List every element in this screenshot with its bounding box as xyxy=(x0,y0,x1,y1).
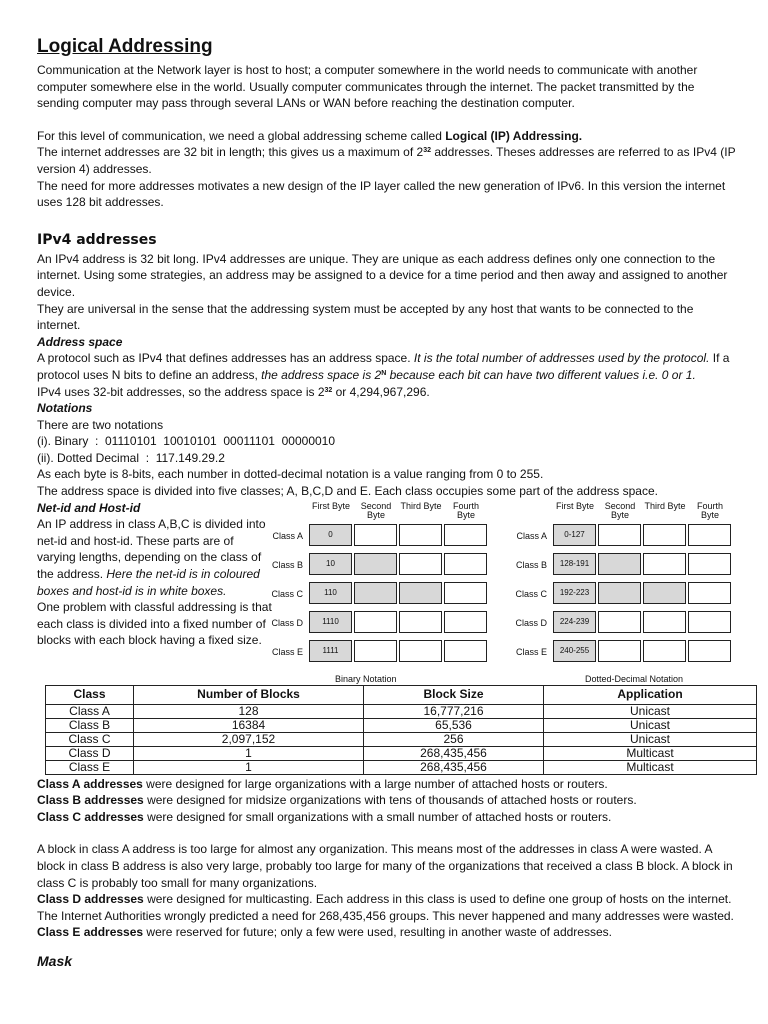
byte-header: Second Byte xyxy=(604,500,636,520)
byte-box xyxy=(688,611,731,633)
byte-box xyxy=(444,524,487,546)
page-title: Logical Addressing xyxy=(37,36,213,57)
netid-problem: One problem with classful addressing is that each class is divided into a fixed number of blocks with each block having a fixed size. xyxy=(37,600,272,648)
class-label: Class B xyxy=(515,559,547,570)
byte-box xyxy=(399,553,442,575)
class-a-description: Class A addresses were designed for large organizations with a large number of attached hosts or routers. xyxy=(37,776,608,791)
byte-header: First Byte xyxy=(311,500,350,511)
byte-box xyxy=(643,553,686,575)
notations-line-4: As each byte is 8-bits, each number in dotted-decimal notation is a value ranging from 0 to 255. xyxy=(37,467,544,482)
byte-box xyxy=(598,640,641,662)
table-cell: Multicast xyxy=(544,746,757,760)
table-cell: 16384 xyxy=(134,718,364,732)
byte-box xyxy=(354,553,397,575)
table-row xyxy=(46,760,757,774)
byte-header: Fourth Byte xyxy=(452,500,479,520)
byte-box xyxy=(444,611,487,633)
byte-box xyxy=(688,553,731,575)
table-cell: Class B xyxy=(46,718,134,732)
first-byte-box: 1111 xyxy=(309,640,352,662)
table-header: Number of Blocks xyxy=(134,685,364,704)
first-byte-box: 1110 xyxy=(309,611,352,633)
global-addressing-paragraph: For this level of communication, we need a global addressing scheme called Logical (IP) Addressing. The internet addresses are 32 bit in length; this gives us a maximum of $2^{32}$ addresses. Theses addresses are referred to as IPv4 (IP version 4) addresses. The need for more addresses motivates a new design of the IP layer called the new generation of IPv6. In this version the internet uses 128 bit addresses. xyxy=(37,128,736,210)
table-cell: Class E xyxy=(46,760,134,774)
class-table xyxy=(45,685,757,775)
class-label: Class C xyxy=(515,588,547,599)
table-header-row xyxy=(46,685,757,704)
byte-box xyxy=(444,553,487,575)
byte-box xyxy=(643,611,686,633)
first-byte-box: 192-223 xyxy=(553,582,596,604)
table-header: Application xyxy=(544,685,757,704)
table-cell: 65,536 xyxy=(364,718,544,732)
byte-header: Third Byte xyxy=(644,500,686,511)
class-e-description: Class E addresses were reserved for future; only a few were used, resulting in another waste of addresses. xyxy=(37,925,612,940)
figure-caption: Binary Notation xyxy=(335,673,397,684)
byte-box xyxy=(688,640,731,662)
class-label: Class C xyxy=(271,588,303,599)
byte-box xyxy=(598,524,641,546)
table-row xyxy=(46,704,757,718)
table-cell: Class A xyxy=(46,704,134,718)
class-label: Class A xyxy=(516,530,547,541)
byte-box xyxy=(399,582,442,604)
document-page xyxy=(37,34,737,970)
byte-box xyxy=(354,611,397,633)
netid-section xyxy=(37,500,737,685)
first-byte-box: 10 xyxy=(309,553,352,575)
table-header: Block Size xyxy=(364,685,544,704)
table-cell: Class C xyxy=(46,732,134,746)
address-space-paragraph: A protocol such as IPv4 that defines addresses has an address space. It is the total number of addresses used by the protocol. If a protocol uses N bits to define an address, the address space is $2^N$ because each bit can have two different values i.e. 0 or 1. xyxy=(37,351,730,382)
waste-paragraph: A block in class A address is too large for almost any organization. This means most of the addresses in class A were wasted. A block in class B address is also very large, probably too large for many of the organizations that received a class B block. A block in class C is probably too small for many organizations. xyxy=(37,842,733,890)
byte-box xyxy=(399,524,442,546)
table-row xyxy=(46,732,757,746)
byte-box xyxy=(643,524,686,546)
notations-line-5: The address space is divided into five classes; A, B,C,D and E. Each class occupies some part of the address space. xyxy=(37,484,658,499)
notations-dotted: (ii). Dotted Decimal : 117.149.29.2 xyxy=(37,450,225,465)
byte-box xyxy=(598,553,641,575)
class-label: Class E xyxy=(515,646,547,657)
class-label: Class D xyxy=(515,617,547,628)
byte-header: Second Byte xyxy=(360,500,392,520)
first-byte-box: 224-239 xyxy=(553,611,596,633)
table-cell: Class D xyxy=(46,746,134,760)
ipv4-heading: IPv4 addresses xyxy=(37,231,157,248)
byte-box xyxy=(354,640,397,662)
figure-caption: Dotted-Decimal Notation xyxy=(585,673,684,684)
netid-heading: Net-id and Host-id xyxy=(37,500,141,515)
byte-header: Third Byte xyxy=(400,500,442,511)
notations-heading: Notations xyxy=(37,401,93,416)
byte-box xyxy=(399,640,442,662)
table-cell: Unicast xyxy=(544,718,757,732)
ipv4-paragraph-2: They are universal in the sense that the addressing system must be accepted by any host that wants to be connected to the internet. xyxy=(37,301,694,333)
byte-box xyxy=(688,524,731,546)
notations-line-1: There are two notations xyxy=(37,417,164,432)
ipv4-paragraph-1: An IPv4 address is 32 bit long. IPv4 addresses are unique. They are unique as each address defines only one connection to the internet. Using some strategies, an address may be assigned to a device for a time period and then away and assigned to another device. xyxy=(37,251,728,299)
class-b-description: Class B addresses were designed for midsize organizations with tens of thousands of attached hosts or routers. xyxy=(37,793,637,808)
class-label: Class E xyxy=(271,646,303,657)
table-header: Class xyxy=(46,685,134,704)
byte-box xyxy=(598,611,641,633)
table-cell: 1 xyxy=(134,760,364,774)
class-label: Class D xyxy=(271,617,303,628)
byte-box xyxy=(354,582,397,604)
intro-paragraph: Communication at the Network layer is host to host; a computer somewhere in the world needs to communicate with another computer somewhere else in the world. Usually computer communicates through the internet. The packet transmitted by the sending computer may pass through several LANs or WAN before reaching the destination computer. xyxy=(37,63,698,111)
table-cell: 128 xyxy=(134,704,364,718)
first-byte-box: 240-255 xyxy=(553,640,596,662)
binary-notation-figure xyxy=(259,502,491,682)
byte-box xyxy=(444,640,487,662)
table-cell: 1 xyxy=(134,746,364,760)
byte-box xyxy=(688,582,731,604)
address-space-size: IPv4 uses 32-bit addresses, so the address space is $2^{32}$ or 4,294,967,296. xyxy=(37,384,430,399)
mask-heading: Mask xyxy=(37,953,73,969)
class-d-description: Class D addresses were designed for multicasting. Each address in this class is used to define one group of hosts on the internet. The Internet Authorities wrongly predicted a need for 268,435,456 groups. This never happened and many addresses were wasted. xyxy=(37,892,734,923)
table-row xyxy=(46,746,757,760)
table-row xyxy=(46,718,757,732)
byte-box xyxy=(643,640,686,662)
notations-binary: (i). Binary : 01110101 10010101 00011101 00000010 xyxy=(37,434,336,449)
first-byte-box: 0 xyxy=(309,524,352,546)
table-cell: Unicast xyxy=(544,704,757,718)
first-byte-box: 0-127 xyxy=(553,524,596,546)
dotted-notation-figure xyxy=(495,502,737,682)
byte-box xyxy=(598,582,641,604)
byte-header: First Byte xyxy=(555,500,594,511)
table-cell: Unicast xyxy=(544,732,757,746)
class-c-description: Class C addresses were designed for small organizations with a small number of attached hosts or routers. xyxy=(37,809,612,824)
byte-header: Fourth Byte xyxy=(696,500,723,520)
byte-box xyxy=(354,524,397,546)
netid-text xyxy=(37,500,272,649)
byte-box xyxy=(399,611,442,633)
table-cell: 2,097,152 xyxy=(134,732,364,746)
first-byte-box: 128-191 xyxy=(553,553,596,575)
byte-box xyxy=(643,582,686,604)
class-label: Class B xyxy=(271,559,303,570)
address-space-heading: Address space xyxy=(37,334,123,349)
netid-paragraph: An IP address in class A,B,C is divided into net-id and host-id. These parts are of varying lengths, depending on the class of the address. Here the net-id is in coloured boxes and host-id is in white boxes. xyxy=(37,517,266,598)
table-cell: Multicast xyxy=(544,760,757,774)
class-label: Class A xyxy=(272,530,303,541)
table-cell: 268,435,456 xyxy=(364,760,544,774)
table-cell: 268,435,456 xyxy=(364,746,544,760)
first-byte-box: 110 xyxy=(309,582,352,604)
table-cell: 256 xyxy=(364,732,544,746)
table-cell: 16,777,216 xyxy=(364,704,544,718)
byte-box xyxy=(444,582,487,604)
